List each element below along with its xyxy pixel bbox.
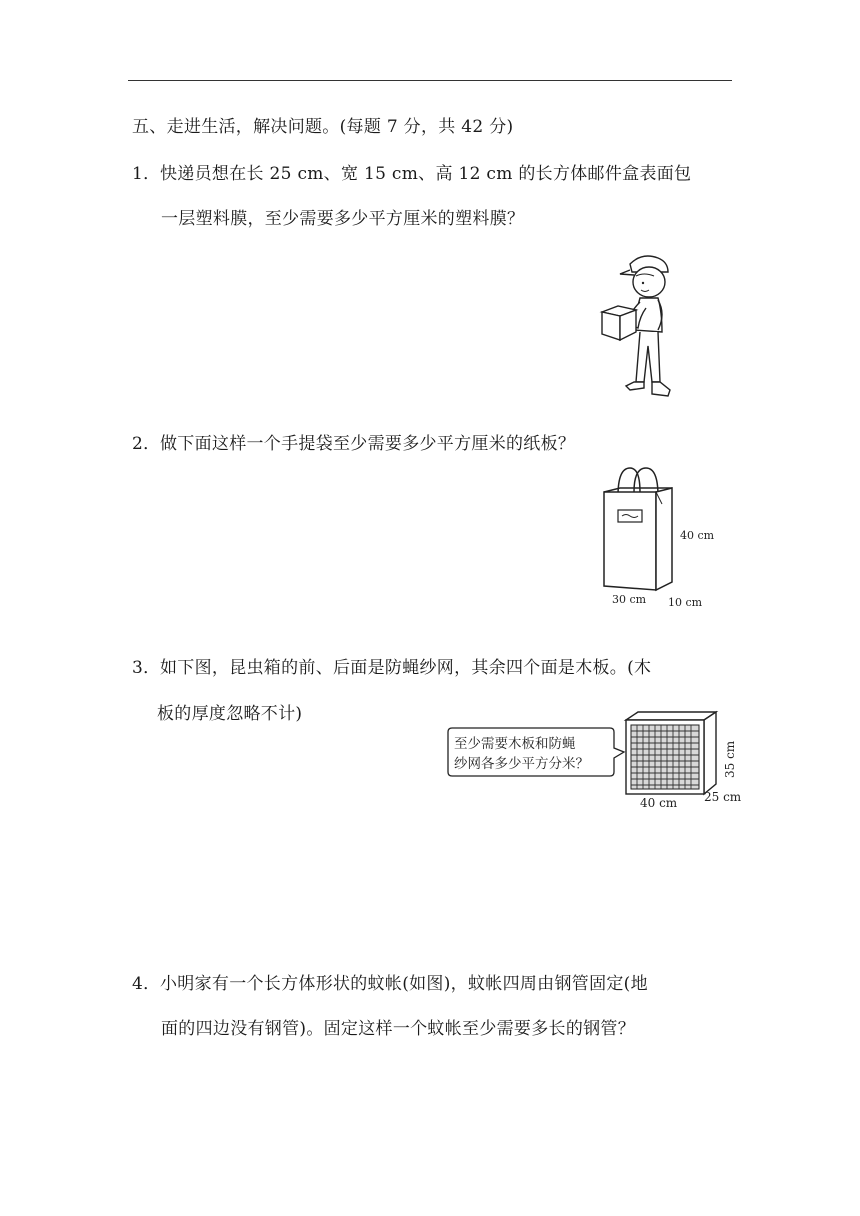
insect-box-width-label: 25 cm — [704, 790, 742, 804]
question-4-text: 小明家有一个长方体形状的蚊帐(如图)，蚊帐四周由钢管固定(地 — [160, 974, 648, 994]
question-4-number: 4． — [132, 974, 161, 994]
bubble-line-2: 纱网各多少平方分米？ — [454, 756, 589, 772]
bubble-line-1: 至少需要木板和防蝇 — [454, 736, 576, 752]
insect-box-height-label: 35 cm — [723, 740, 737, 778]
insect-box-figure — [440, 708, 750, 816]
question-2-text: 做下面这样一个手提袋至少需要多少平方厘米的纸板？ — [160, 434, 576, 454]
question-1-line-2: 一层塑料膜，至少需要多少平方厘米的塑料膜？ — [161, 209, 525, 229]
question-3-text: 如下图，昆虫箱的前、后面是防蝇纱网，其余四个面是木板。(木 — [160, 658, 652, 678]
courier-illustration — [596, 250, 686, 402]
question-4-line-1 — [132, 973, 648, 995]
section-title: 五、走进生活，解决问题。(每题 7 分，共 42 分) — [132, 117, 514, 137]
question-3-number: 3． — [132, 658, 161, 678]
insect-box-length-label: 40 cm — [640, 796, 678, 810]
question-1-text: 快递员想在长 25 cm、宽 15 cm、高 12 cm 的长方体邮件盒表面包 — [160, 164, 692, 184]
question-1-number: 1． — [132, 164, 161, 184]
handbag-height-label: 40 cm — [680, 529, 715, 542]
question-3-line-2: 板的厚度忽略不计) — [157, 704, 303, 724]
question-2-number: 2． — [132, 434, 161, 454]
handbag-width-label: 10 cm — [668, 596, 703, 609]
handbag-figure — [596, 462, 726, 612]
question-2-line-1 — [132, 433, 575, 455]
top-rule — [128, 80, 732, 81]
question-1-line-1 — [132, 163, 691, 185]
question-3-line-1 — [132, 657, 651, 679]
question-4-line-2: 面的四边没有钢管)。固定这样一个蚊帐至少需要多长的钢管？ — [161, 1019, 636, 1039]
handbag-length-label: 30 cm — [612, 593, 647, 606]
